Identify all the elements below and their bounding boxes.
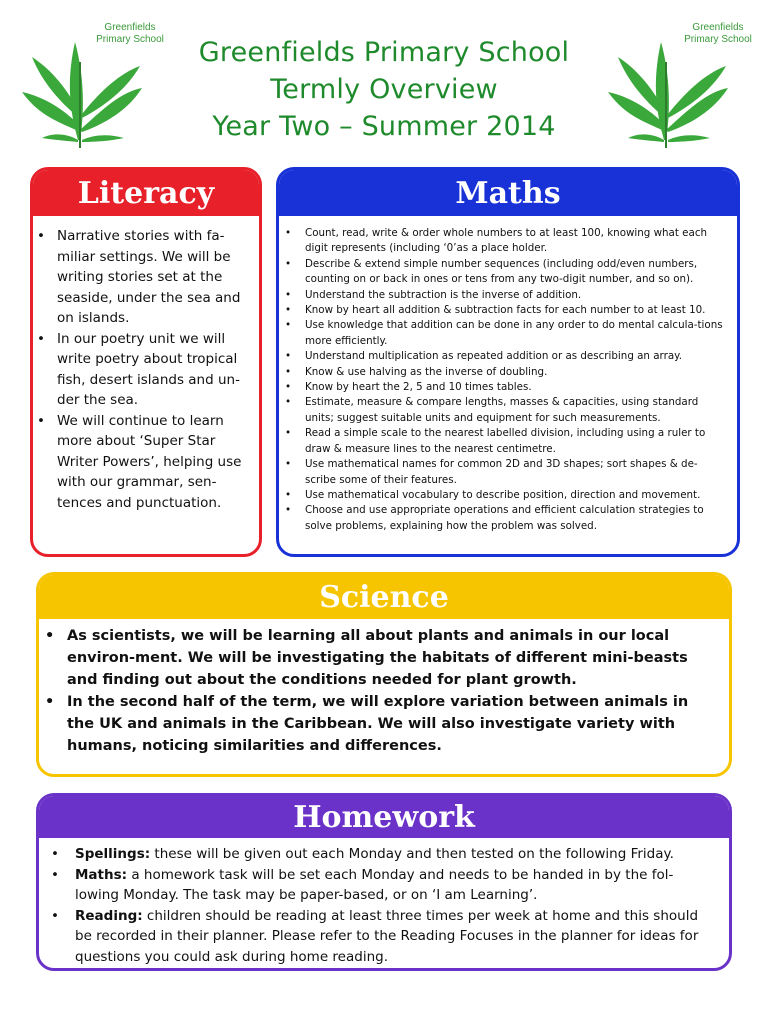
homework-text: these will be given out each Monday and then tested on the following Friday. (150, 846, 674, 862)
list-item: • In the second half of the term, we will explore variation between animals in the UK and animals in the Caribbean. We will also investigate variety with humans, noticing similarities and differences. (67, 691, 717, 757)
title-line-term: Year Two – Summer 2014 (212, 111, 556, 142)
list-item (75, 865, 717, 906)
list-item (75, 844, 717, 865)
science-list (39, 619, 729, 757)
list-item: • Describe & extend simple number sequences (including odd/even numbers, counting on or back in ones or tens from any two-digit number, and so on). (305, 257, 727, 288)
title-line-overview: Termly Overview (270, 74, 498, 105)
school-logo-right (606, 22, 756, 150)
list-item: • Narrative stories with fa-miliar settings. We will be writing stories set at the seaside, under the sea and on islands. (57, 226, 251, 329)
homework-key: Maths: (75, 866, 128, 883)
list-item: • Use mathematical vocabulary to describe position, direction and movement. (305, 488, 727, 503)
list-item: • Know by heart all addition & subtraction facts for each number to at least 10. (305, 303, 727, 318)
list-item: • In our poetry unit we will write poetry about tropical fish, desert islands and un-der the sea. (57, 329, 251, 411)
list-item: • We will continue to learn more about ‘Super Star Writer Powers’, helping use with our grammar, sen-tences and punctuation. (57, 411, 251, 514)
list-item: • Estimate, measure & compare lengths, masses & capacities, using standard units; suggest suitable units and equipment for such measurements. (305, 395, 727, 426)
list-item (75, 906, 717, 968)
maths-section (276, 167, 740, 557)
list-item: • Understand multiplication as repeated addition or as describing an array. (305, 349, 727, 364)
science-section (36, 572, 732, 777)
list-item: • Use mathematical names for common 2D and 3D shapes; sort shapes & de-scribe some of their features. (305, 457, 727, 488)
list-item: • Read a simple scale to the nearest labelled division, including using a ruler to draw & measure lines to the nearest centimetre. (305, 426, 727, 457)
literacy-list (33, 216, 259, 513)
maths-heading: Maths (279, 170, 737, 216)
homework-heading: Homework (39, 796, 729, 838)
list-item: • Use knowledge that addition can be done in any order to do mental calcula-tions more efficiently. (305, 318, 727, 349)
page-title (160, 34, 608, 145)
logo-text: Greenfields Primary School (684, 22, 752, 45)
literacy-heading: Literacy (33, 170, 259, 216)
list-item: • Count, read, write & order whole numbers to at least 100, knowing what each digit represents (including ‘0’as a place holder. (305, 226, 727, 257)
list-item: • Know by heart the 2, 5 and 10 times tables. (305, 380, 727, 395)
homework-text: a homework task will be set each Monday and needs to be handed in by the fol-lowing Monday. The task may be paper-based, or on ‘I am Learning’. (75, 866, 674, 903)
literacy-section (30, 167, 262, 557)
maths-list (279, 216, 737, 534)
list-item: • As scientists, we will be learning all about plants and animals in our local environ-ment. We will be investigating the habitats of different mini-beasts and finding out about the conditions needed for plant growth. (67, 625, 717, 691)
list-item: • Understand the subtraction is the inverse of addition. (305, 288, 727, 303)
school-logo-left (20, 22, 170, 150)
list-item: • Know & use halving as the inverse of doubling. (305, 365, 727, 380)
homework-key: Spellings: (75, 846, 151, 862)
title-line-school: Greenfields Primary School (198, 37, 570, 68)
homework-section (36, 793, 732, 971)
list-item: • Choose and use appropriate operations and efficient calculation strategies to solve problems, explaining how the problem was solved. (305, 503, 727, 534)
homework-text: children should be reading at least three times per week at home and this should be recorded in their planner. Please refer to the Reading Focuses in the planner for ideas for questions you could ask during home reading. (75, 907, 699, 965)
science-heading: Science (39, 575, 729, 619)
homework-key: Reading: (75, 907, 143, 924)
logo-text: Greenfields Primary School (96, 22, 164, 45)
homework-list (39, 838, 729, 967)
